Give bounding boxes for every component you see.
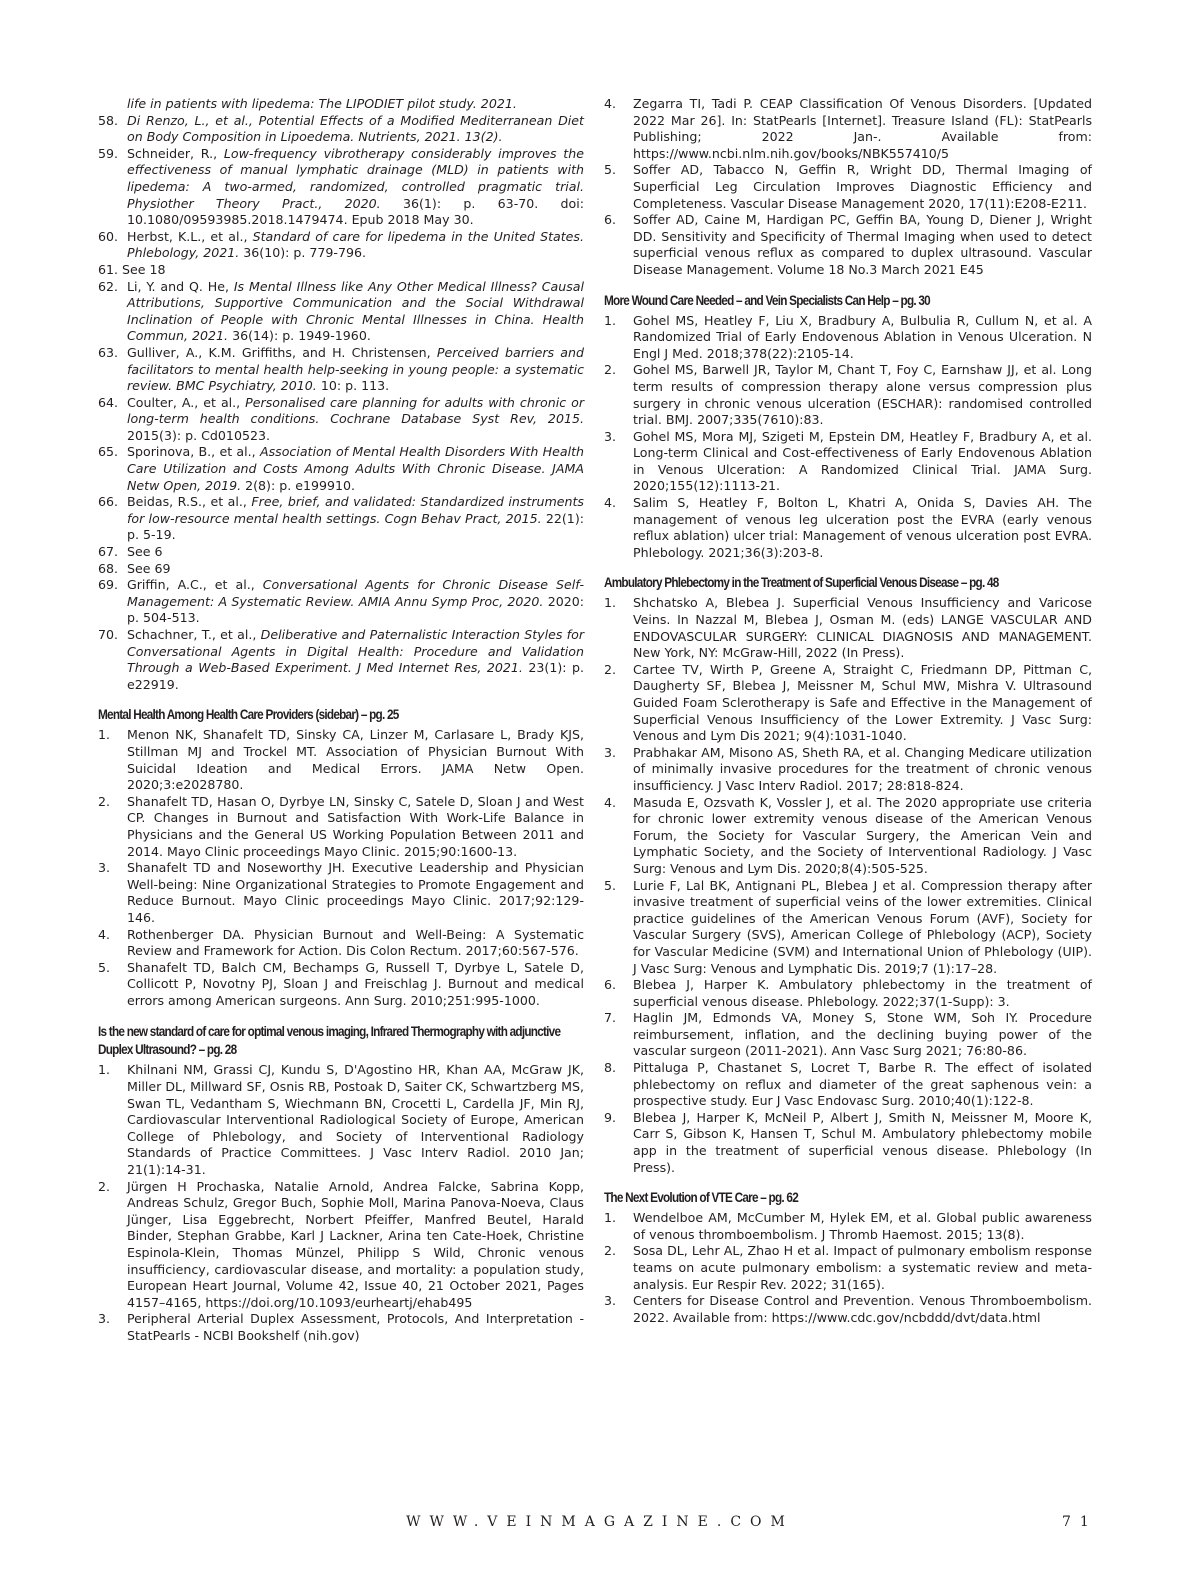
reference-list	[604, 313, 1092, 562]
reference-item	[98, 561, 584, 578]
reference-list	[98, 727, 584, 1009]
reference-number: 6.	[604, 977, 617, 993]
reference-number: 66.	[98, 494, 119, 510]
reference-text	[127, 444, 584, 494]
reference-number: 3.	[604, 428, 617, 444]
reference-item	[604, 1293, 1092, 1326]
reference-item	[98, 544, 584, 561]
reference-number: 6.	[604, 212, 617, 228]
reference-item	[604, 878, 1092, 978]
reference-body: Shanafelt TD, Balch CM, Bechamps G, Russell T, Dyrbye L, Satele D, Collicott P, Novotny PJ, Sloan J and Freischlag J. Burnout and medical errors among American surgeons. Ann Surg. 2010;251:995-1000.	[127, 959, 584, 1008]
reference-body: Gohel MS, Mora MJ, Szigeti M, Epstein DM, Heatley F, Bradbury A, et al. Long-term Clinical and Cost-effectiveness of Early Endovenous Ablation in Venous Ulceration: A Randomized Clinical Trial. JAMA Surg. 2020;155(12):1113-21.	[633, 428, 1092, 494]
reference-number: 4.	[98, 926, 111, 942]
reference-body: Sosa DL, Lehr AL, Zhao H et al. Impact of pulmonary embolism response teams on acute pulmonary embolism: a systematic review and meta-analysis. Eur Respir Rev. 2022; 31(165).	[633, 1243, 1092, 1292]
reference-body: Prabhakar AM, Misono AS, Sheth RA, et al. Changing Medicare utilization of minimally invasive procedures for the treatment of chronic venous insufficiency. J Vasc Interv Radiol. 2017; 28:818-824.	[633, 744, 1092, 793]
reference-item	[604, 795, 1092, 878]
reference-item	[604, 977, 1092, 1010]
reference-text	[633, 1243, 1092, 1293]
reference-item	[98, 395, 584, 445]
reference-text	[127, 544, 584, 561]
reference-text	[127, 927, 584, 960]
left-column	[98, 96, 584, 1345]
reference-item	[604, 212, 1092, 278]
reference-body: Shanafelt TD, Hasan O, Dyrbye LN, Sinsky C, Satele D, Sloan J and West CP. Changes in Burnout and Satisfaction With Work-Life Balance in Physicians and the General US Working Population Between 2011 and 2014. Mayo Clinic proceedings Mayo Clinic. 2015;90:1600-13.	[127, 793, 584, 859]
reference-item	[604, 1010, 1092, 1060]
reference-item	[98, 146, 584, 229]
reference-list	[604, 595, 1092, 1176]
reference-number: 64.	[98, 394, 119, 410]
reference-body: Peripheral Arterial Duplex Assessment, Protocols, And Interpretation - StatPearls - NCBI Bookshelf (nih.gov)	[127, 1311, 584, 1343]
section-heading: More Wound Care Needed – and Vein Specialists Can Help – pg. 30	[604, 291, 930, 308]
reference-number: 68.	[98, 560, 119, 576]
reference-text	[633, 595, 1092, 661]
reference-number: 2.	[98, 793, 111, 809]
reference-text	[633, 212, 1092, 278]
reference-body: Pittaluga P, Chastanet S, Locret T, Barbe R. The effect of isolated phlebectomy on reflux and diameter of the great saphenous vein: a prospective study. Eur J Vasc Endovasc Surg. 2010;40(1):122-8.	[633, 1060, 1092, 1109]
reference-body: Di Renzo, L., et al., Potential Effects of a Modified Mediterranean Diet on Body Composition in Lipoedema. Nutrients, 2021. 13(2).	[127, 112, 584, 145]
reference-body: Cartee TV, Wirth P, Greene A, Straight C, Friedmann DP, Pittman C, Daugherty SF, Blebea J, Meissner M, Schul MW, Mishra V. Ultrasound Guided Foam Sclerotherapy is Safe and Effective in the Management of Superficial Venous Insufficiency of the Lower Extremity. J Vasc Surg: Venous and Lym Dis 2021; 9(4):1031-1040.	[633, 661, 1092, 744]
reference-item	[604, 1060, 1092, 1110]
reference-text	[633, 1010, 1092, 1060]
reference-text	[127, 345, 584, 395]
reference-item	[98, 1062, 584, 1178]
reference-item	[98, 960, 584, 1010]
reference-text	[633, 662, 1092, 745]
reference-list	[604, 96, 1092, 279]
reference-item	[98, 1311, 584, 1344]
reference-number: 1.	[604, 312, 617, 328]
reference-part: Gulliver, A., K.M. Griffiths, and H. Christensen,	[127, 344, 437, 360]
reference-list	[98, 1062, 584, 1344]
reference-number: 69.	[98, 577, 119, 593]
reference-item	[604, 1243, 1092, 1293]
reference-body: Wendelboe AM, McCumber M, Hylek EM, et al. Global public awareness of venous thromboembolism. J Thromb Haemost. 2015; 13(8).	[633, 1210, 1092, 1242]
reference-part: See 6	[127, 544, 163, 560]
reference-part: 23(1): p. e22919.	[127, 660, 584, 692]
reference-part: 36(14): p. 1949-1960.	[228, 328, 371, 344]
reference-number: 67.	[98, 544, 119, 560]
reference-title: Low-frequency vibrotherapy considerably improves the effectiveness of manual lymphatic drainage (MLD) in patients with lipedema: A two-armed, randomized, controlled pragmatic trial. Physiother Theory Pract., 2020.	[127, 145, 584, 211]
reference-body: Blebea J, Harper K, McNeil P, Albert J, Smith N, Meissner M, Moore K, Carr S, Gibson K, Hansen T, Schul M. Ambulatory phlebectomy mobile app in the treatment of superficial venous disease. Phlebology (In Press).	[633, 1109, 1092, 1175]
reference-text	[127, 113, 584, 146]
reference-text	[127, 577, 584, 627]
reference-item	[604, 162, 1092, 212]
reference-text	[633, 977, 1092, 1010]
reference-item	[98, 860, 584, 926]
reference-body: Soffer AD, Tabacco N, Geffin R, Wright DD, Thermal Imaging of Superficial Leg Circulation Improves Diagnostic Efficiency and Completeness. Vascular Disease Management 2020, 17(11):E208-E211.	[633, 162, 1092, 211]
reference-body: Soffer AD, Caine M, Hardigan PC, Geffin BA, Young D, Diener J, Wright DD. Sensitivity and Specificity of Thermal Imaging when used to detect superficial venous reflux as compared to duplex ultrasound. Vascular Disease Management. Volume 18 No.3 March 2021 E45	[633, 212, 1092, 277]
reference-number: 5.	[98, 959, 111, 975]
reference-text	[127, 727, 584, 793]
reference-title: Perceived barriers and facilitators to mental health help-seeking in young people: a systematic review. BMC Psychiatry, 2010.	[127, 344, 584, 394]
reference-item	[98, 727, 584, 793]
reference-part: Griffin, A.C., et al.,	[127, 577, 263, 593]
reference-number: 63.	[98, 344, 119, 360]
reference-item	[604, 662, 1092, 745]
reference-part: 2(8): p. e199910.	[241, 477, 356, 493]
reference-body: Salim S, Heatley F, Bolton L, Khatri A, Onida S, Davies AH. The management of venous leg ulceration post the EVRA (early venous reflux ablation) ulcer trial: Management of venous ulceration post EVRA. Phlebology. 2021;36(3):203-8.	[633, 495, 1092, 560]
reference-part: Sporinova, B., et al.,	[127, 444, 260, 460]
reference-part: Schneider, R.,	[127, 145, 224, 161]
reference-text	[127, 1179, 584, 1312]
section-heading: Mental Health Among Health Care Providers (sidebar) – pg. 25	[98, 706, 399, 723]
reference-number: 58.	[98, 112, 119, 128]
reference-text	[127, 794, 584, 860]
reference-item	[98, 494, 584, 544]
reference-item	[98, 794, 584, 860]
right-column	[604, 96, 1092, 1326]
section-heading: Ambulatory Phlebectomy in the Treatment of Superficial Venous Disease – pg. 48	[604, 574, 999, 591]
reference-item	[98, 229, 584, 262]
reference-text	[633, 1210, 1092, 1243]
reference-number: 1.	[98, 727, 111, 743]
reference-text	[633, 745, 1092, 795]
reference-number: 70.	[98, 627, 119, 642]
reference-item	[604, 313, 1092, 363]
reference-number: 7.	[604, 1010, 617, 1026]
reference-item	[98, 577, 584, 627]
reference-item	[98, 113, 584, 146]
reference-item	[604, 362, 1092, 428]
reference-title: Is Mental Illness like Any Other Medical Illness? Causal Attributions, Supportive Communication and the Social Withdrawal Inclination of People with Chronic Mental Illnesses in China. Health Commun, 2021.	[127, 278, 584, 344]
reference-number: 2.	[604, 362, 617, 378]
reference-item	[98, 627, 584, 693]
reference-text	[633, 878, 1092, 978]
reference-text	[127, 229, 584, 262]
reference-part: 2020: p. 504-513.	[127, 593, 585, 626]
reference-title: Deliberative and Paternalistic Interaction Styles for Conversational Agents in Digital Health: Procedure and Validation Through a Web-Based Experiment. J Med Internet Res, 2021.	[127, 627, 585, 676]
reference-text	[633, 362, 1092, 428]
reference-list	[98, 279, 584, 694]
reference-number: 5.	[604, 162, 617, 178]
reference-body: Gohel MS, Heatley F, Liu X, Bradbury A, Bulbulia R, Cullum N, et al. A Randomized Trial of Early Endovenous Ablation in Venous Ulceration. N Engl J Med. 2018;378(22):2105-14.	[633, 312, 1092, 361]
reference-item	[98, 1179, 584, 1312]
reference-text	[633, 1110, 1092, 1176]
reference-body: Gohel MS, Barwell JR, Taylor M, Chant T, Foy C, Earnshaw JJ, et al. Long term results of compression therapy alone versus compression plus surgery in chronic venous ulceration (ESCHAR): randomised controlled trial. BMJ. 2007;335(7610):83.	[633, 362, 1092, 428]
page-number: 71	[1062, 1514, 1098, 1530]
reference-text	[127, 627, 584, 693]
reference-number: 9.	[604, 1109, 617, 1125]
reference-body: Shchatsko A, Blebea J. Superficial Venous Insufficiency and Varicose Veins. In Nazzal M, Blebea J, Osman M. (eds) LANGE VASCULAR AND ENDOVASCULAR SURGERY: CLINICAL DIAGNOSIS AND MANAGEMENT. New York, NY: McGraw-Hill, 2022 (In Press).	[633, 595, 1092, 661]
reference-body: Menon NK, Shanafelt TD, Sinsky CA, Linzer M, Carlasare L, Brady KJS, Stillman MJ and Trockel MT. Association of Physician Burnout With Suicidal Ideation and Medical Errors. JAMA Netw Open. 2020;3:e2028780.	[127, 727, 584, 793]
reference-number: 2.	[604, 1243, 617, 1259]
reference-number: 4.	[604, 96, 617, 111]
reference-number: 3.	[604, 1293, 617, 1309]
reference-text	[633, 795, 1092, 878]
reference-item	[604, 745, 1092, 795]
reference-text	[633, 96, 1092, 162]
reference-title: Standard of care for lipedema in the United States. Phlebology, 2021.	[127, 228, 584, 261]
reference-body: Khilnani NM, Grassi CJ, Kundu S, D'Agostino HR, Khan AA, McGraw JK, Miller DL, Millward SF, Osnis RB, Postoak D, Saiter CK, Schwartzberg MS, Swan TL, Vedantham S, Wiechmann BN, Crocetti L, Cardella JF, Min RJ, Cardiovascular Interventional Radiological Society of Europe, American College of Phlebology, and Society of Interventional Radiology Standards of Practice Committees. J Vasc Interv Radiol. 2010 Jan; 21(1):14-31.	[127, 1062, 584, 1178]
reference-body: Haglin JM, Edmonds VA, Money S, Stone WM, Soh IY. Procedure reimbursement, inflation, and the declining buying power of the vascular surgeon (2011-2021). Ann Vasc Surg 2021; 76:80-86.	[633, 1010, 1092, 1059]
reference-part: Coulter, A., et al.,	[127, 394, 246, 410]
reference-item	[604, 495, 1092, 561]
reference-part: 10: p. 113.	[316, 378, 390, 394]
reference-title: Free, brief, and validated: Standardized instruments for low-resource mental health settings. Cogn Behav Pract, 2015.	[127, 494, 584, 526]
reference-text	[127, 279, 584, 345]
reference-text	[127, 960, 584, 1010]
reference-text	[127, 1311, 584, 1344]
reference-text	[127, 860, 584, 926]
reference-text: 61. See 18	[98, 261, 166, 277]
reference-part: Schachner, T., et al.,	[127, 627, 261, 642]
reference-part: Li, Y. and Q. He,	[127, 278, 234, 294]
reference-text	[127, 395, 584, 445]
reference-number: 3.	[604, 744, 617, 760]
reference-body: Jürgen H Prochaska, Natalie Arnold, Andrea Falcke, Sabrina Kopp, Andreas Schulz, Gregor Buch, Sophie Moll, Marina Panova-Noeva, Claus Jünger, Lisa Eggebrecht, Norbert Pfeiffer, Manfred Beutel, Harald Binder, Stephan Grabbe, Karl J Lackner, Arina ten Cate-Hoek, Christine Espinola-Klein, Thomas Münzel, Philipp S Wild, Chronic venous insufficiency, cardiovascular disease, and mortality: a population study, European Heart Journal, Volume 42, Issue 40, 21 October 2021, Pages 4157–4165, https://doi.org/10.1093/eurheartj/ehab495	[127, 1178, 584, 1310]
reference-body: Blebea J, Harper K. Ambulatory phlebectomy in the treatment of superficial venous disease. Phlebology. 2022;37(1-Supp): 3.	[633, 977, 1092, 1009]
reference-number: 62.	[98, 278, 119, 294]
reference-item	[604, 429, 1092, 495]
reference-body: Masuda E, Ozsvath K, Vossler J, et al. The 2020 appropriate use criteria for chronic lower extremity venous disease of the American Venous Forum, the Society for Vascular Surgery, the American Vein and Lymphatic Society, and the Society of Interventional Radiology. J Vasc Surg: Venous and Lym Dis. 2020;8(4):505-525.	[633, 794, 1092, 876]
reference-body: Centers for Disease Control and Prevention. Venous Thromboembolism. 2022. Available from: https://www.cdc.gov/ncbddd/dvt/data.html	[633, 1293, 1092, 1325]
reference-number: 65.	[98, 444, 119, 460]
reference-text	[633, 429, 1092, 495]
reference-number: 59.	[98, 145, 119, 161]
reference-part: See 69	[127, 560, 171, 576]
reference-list	[98, 113, 584, 262]
reference-part: 36(1): p. 63-70. doi: 10.1080/09593985.2018.1479474. Epub 2018 May 30.	[127, 195, 584, 228]
reference-text	[127, 494, 584, 544]
footer-website: WWW.VEINMAGAZINE.COM	[406, 1514, 794, 1530]
reference-body: Shanafelt TD and Noseworthy JH. Executive Leadership and Physician Well-being: Nine Organizational Strategies to Promote Engagement and Reduce Burnout. Mayo Clinic proceedings Mayo Clinic. 2017;92:129-146.	[127, 860, 584, 925]
reference-title: Association of Mental Health Disorders With Health Care Utilization and Costs Among Adults With Chronic Disease. JAMA Netw Open, 2019.	[127, 444, 584, 493]
reference-body: Zegarra TI, Tadi P. CEAP Classification Of Venous Disorders. [Updated 2022 Mar 26]. In: StatPearls [Internet]. Treasure Island (FL): StatPearls Publishing; 2022 Jan-. Available from: https://www.ncbi.nlm.nih.gov/books/NBK557410/5	[633, 96, 1092, 161]
section-heading: The Next Evolution of VTE Care – pg. 62	[604, 1189, 799, 1206]
reference-list	[604, 1210, 1092, 1326]
reference-text	[127, 1062, 584, 1178]
reference-text	[127, 146, 584, 229]
reference-number: 60.	[98, 228, 119, 244]
reference-part: 22(1): p. 5-19.	[127, 510, 584, 543]
reference-number: 1.	[98, 1062, 111, 1078]
reference-number: 1.	[604, 595, 617, 611]
reference-body: Rothenberger DA. Physician Burnout and Well-Being: A Systematic Review and Framework for Action. Dis Colon Rectum. 2017;60:567-576.	[127, 926, 584, 959]
reference-part: Herbst, K.L., et al.,	[127, 228, 253, 244]
reference-title: Conversational Agents for Chronic Disease Self-Management: A Systematic Review. AMIA Annu Symp Proc, 2020.	[127, 577, 584, 609]
reference-part: 36(10): p. 779-796.	[239, 245, 367, 261]
reference-item	[604, 96, 1092, 162]
reference-text	[633, 1293, 1092, 1326]
reference-item	[98, 279, 584, 345]
reference-item	[98, 262, 584, 279]
reference-body: Lurie F, Lal BK, Antignani PL, Blebea J et al. Compression therapy after invasive treatment of superficial veins of the lower extremities. Clinical practice guidelines of the American Venous Forum (AVF), Society for Vascular Surgery (SVS), American College of Phlebology (ACP), Society for Vascular Medicine (SVM) and International Union of Phlebology (UIP). J Vasc Surg: Venous and Lymphatic Dis. 2019;7 (1):17–28.	[633, 877, 1092, 976]
reference-number: 3.	[98, 1311, 111, 1327]
reference-item	[98, 444, 584, 494]
reference-item	[604, 1210, 1092, 1243]
reference-part: Beidas, R.S., et al.,	[127, 494, 252, 510]
reference-number: 4.	[604, 495, 617, 511]
reference-item	[604, 595, 1092, 661]
reference-number: 8.	[604, 1060, 617, 1076]
reference-number: 2.	[604, 661, 617, 677]
reference-item	[604, 1110, 1092, 1176]
reference-text	[633, 495, 1092, 561]
reference-text	[633, 1060, 1092, 1110]
reference-part: 2015(3): p. Cd010523.	[127, 427, 271, 443]
reference-number: 3.	[98, 860, 111, 876]
reference-text	[633, 313, 1092, 363]
reference-number: 1.	[604, 1210, 617, 1226]
reference-number: 5.	[604, 877, 617, 893]
reference-text	[127, 561, 584, 578]
reference-number: 4.	[604, 794, 617, 810]
continued-reference: life in patients with lipedema: The LIPODIET pilot study. 2021.	[127, 96, 517, 111]
reference-text	[633, 162, 1092, 212]
reference-number: 2.	[98, 1178, 111, 1194]
reference-title: Personalised care planning for adults with chronic or long-term health conditions. Cochrane Database Syst Rev, 2015.	[127, 394, 584, 427]
section-heading: Is the new standard of care for optimal venous imaging, Infrared Thermography with adjunctive Duplex Ultrasound? – pg. 28	[98, 1023, 561, 1058]
reference-item	[98, 927, 584, 960]
reference-item	[98, 345, 584, 395]
